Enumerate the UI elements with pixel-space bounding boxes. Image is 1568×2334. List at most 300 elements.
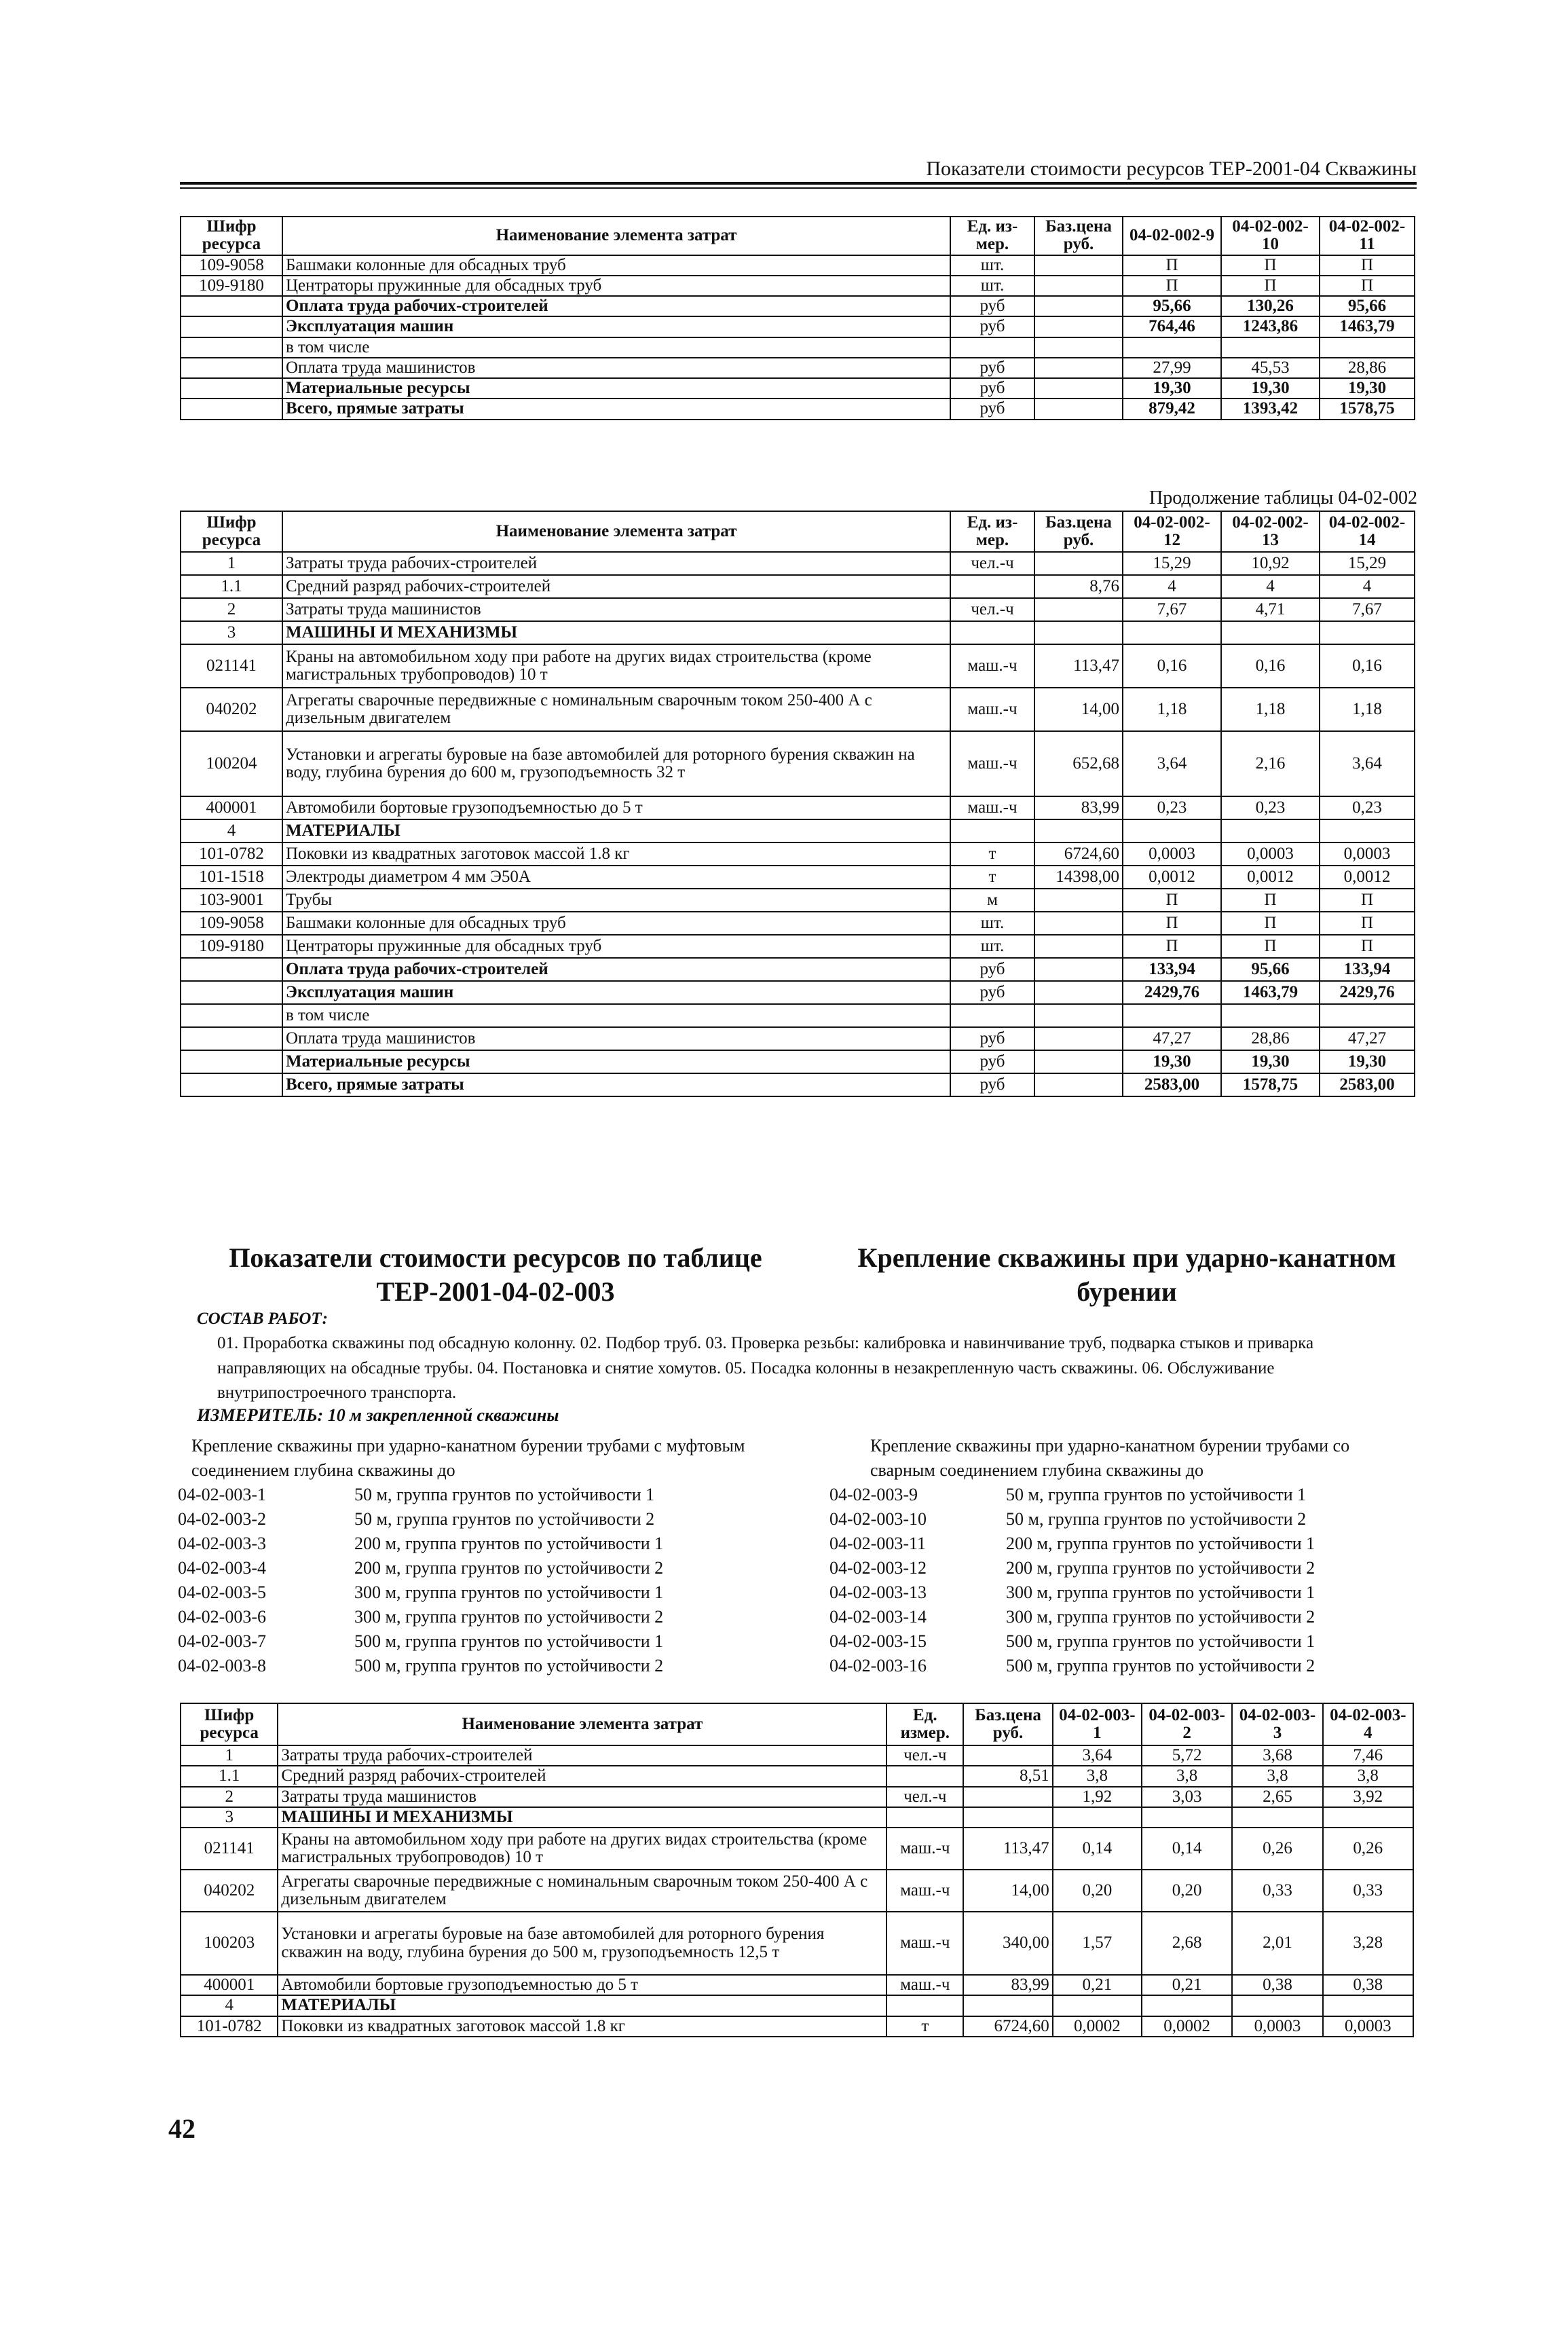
work-code: 04-02-003-11 xyxy=(829,1534,927,1553)
column-header: 04-02-002-9 xyxy=(1123,217,1221,255)
value-cell: 1,18 xyxy=(1123,688,1221,731)
value-cell: 0,0012 xyxy=(1320,866,1415,889)
value-cell xyxy=(1034,1004,1123,1027)
value-cell: 0,0003 xyxy=(1221,842,1320,866)
value-cell: маш.-ч xyxy=(950,731,1034,796)
value-cell: 1,18 xyxy=(1320,688,1415,731)
table-row xyxy=(181,1004,1415,1027)
value-cell: 1463,79 xyxy=(1221,981,1320,1004)
cost-element-cell: в том числе xyxy=(282,1004,950,1027)
work-description: 300 м, группа грунтов по устойчивости 2 xyxy=(354,1607,664,1627)
value-cell: 879,42 xyxy=(1123,399,1221,419)
resource-code-cell: 1.1 xyxy=(181,1766,278,1786)
table-row xyxy=(181,552,1415,575)
cost-element-cell: Материальные ресурсы xyxy=(282,378,950,399)
value-cell: 113,47 xyxy=(1034,644,1123,688)
value-cell: 2583,00 xyxy=(1123,1073,1221,1096)
cost-element-cell: МАШИНЫ И МЕХАНИЗМЫ xyxy=(278,1807,886,1828)
cost-element-cell: Автомобили бортовые грузоподъемностью до 5 т xyxy=(282,796,950,819)
value-cell xyxy=(963,1787,1052,1807)
value-cell: маш.-ч xyxy=(886,1912,963,1975)
column-header: 04-02-002-13 xyxy=(1221,511,1320,552)
value-cell: маш.-ч xyxy=(950,688,1034,731)
value-cell xyxy=(1034,819,1123,842)
value-cell: руб xyxy=(950,378,1034,399)
value-cell xyxy=(950,575,1034,598)
value-cell: 0,0003 xyxy=(1232,2016,1322,2037)
value-cell: 0,16 xyxy=(1221,644,1320,688)
work-description: 50 м, группа грунтов по устойчивости 2 xyxy=(354,1509,655,1529)
value-cell: 0,38 xyxy=(1323,1975,1413,1995)
value-cell: 47,27 xyxy=(1320,1027,1415,1050)
value-cell: 3,8 xyxy=(1142,1766,1232,1786)
code-list-item xyxy=(829,1556,1427,1580)
work-code: 04-02-003-4 xyxy=(178,1558,266,1578)
value-cell: 133,94 xyxy=(1320,958,1415,981)
value-cell: 2429,76 xyxy=(1320,981,1415,1004)
cost-element-cell: Затраты труда машинистов xyxy=(282,598,950,621)
value-cell: 0,0002 xyxy=(1053,2016,1142,2037)
value-cell: 1,92 xyxy=(1053,1787,1142,1807)
value-cell: 3,8 xyxy=(1323,1766,1413,1786)
value-cell xyxy=(1123,819,1221,842)
composition-text: 01. Проработка скважины под обсадную колонну. 02. Подбор труб. 03. Проверка резьбы: калибровка и навинчивание труб, подварка стыков и приварка направляющих на обсадные трубы. 04. Постановка и снятие хомутов. 05. Посадка колонны в незакрепленную часть скважины. 06. Обслуживание внутрипостроечного транспорта. xyxy=(217,1334,1314,1402)
value-cell: П xyxy=(1320,255,1415,276)
value-cell xyxy=(1320,337,1415,358)
value-cell: 652,68 xyxy=(1034,731,1123,796)
column-header: Шифр ресурса xyxy=(181,1703,278,1745)
cost-element-cell: Краны на автомобильном ходу при работе на других видах строительства (кроме магистральных трубопроводов) 10 т xyxy=(278,1828,886,1870)
value-cell xyxy=(1034,621,1123,644)
table-row xyxy=(181,1870,1413,1912)
value-cell: 8,76 xyxy=(1034,575,1123,598)
value-cell xyxy=(1053,1807,1142,1828)
cost-element-cell: Материальные ресурсы xyxy=(282,1050,950,1073)
cost-element-cell: Оплата труда машинистов xyxy=(282,358,950,378)
resource-code-cell: 1.1 xyxy=(181,575,282,598)
work-code: 04-02-003-10 xyxy=(829,1509,927,1529)
value-cell xyxy=(1053,1995,1142,2016)
code-list-item xyxy=(178,1483,775,1507)
value-cell: 0,14 xyxy=(1142,1828,1232,1870)
value-cell: 19,30 xyxy=(1123,378,1221,399)
cost-element-cell: Центраторы пружинные для обсадных труб xyxy=(282,276,950,296)
cost-element-cell: Оплата труда машинистов xyxy=(282,1027,950,1050)
value-cell xyxy=(1034,255,1123,276)
value-cell: т xyxy=(950,866,1034,889)
resource-code-cell xyxy=(181,1050,282,1073)
value-cell: 10,92 xyxy=(1221,552,1320,575)
value-cell: 14,00 xyxy=(963,1870,1052,1912)
cost-element-cell: Средний разряд рабочих-строителей xyxy=(282,575,950,598)
table-row xyxy=(181,958,1415,981)
resource-code-cell: 100203 xyxy=(181,1912,278,1975)
value-cell: 764,46 xyxy=(1123,316,1221,337)
value-cell: 3,03 xyxy=(1142,1787,1232,1807)
value-cell: т xyxy=(950,842,1034,866)
value-cell: 6724,60 xyxy=(963,2016,1052,2037)
work-code: 04-02-003-14 xyxy=(829,1607,927,1627)
value-cell xyxy=(886,1766,963,1786)
header-rule xyxy=(180,182,1417,185)
table-top-body xyxy=(181,217,1415,420)
table-row xyxy=(181,276,1415,296)
value-cell xyxy=(1034,1073,1123,1096)
table-row xyxy=(181,316,1415,337)
work-description: 200 м, группа грунтов по устойчивости 1 xyxy=(1006,1534,1315,1553)
code-list-item xyxy=(178,1629,775,1654)
cost-element-cell: Поковки из квадратных заготовок массой 1.8 кг xyxy=(278,2016,886,2037)
value-cell: 3,64 xyxy=(1053,1745,1142,1766)
value-cell: т xyxy=(886,2016,963,2037)
value-cell xyxy=(1142,1807,1232,1828)
value-cell: руб xyxy=(950,358,1034,378)
value-cell: 19,30 xyxy=(1221,378,1320,399)
value-cell: 0,0003 xyxy=(1320,842,1415,866)
value-cell: П xyxy=(1221,889,1320,912)
code-list-item xyxy=(829,1532,1427,1556)
cost-element-cell: Автомобили бортовые грузоподъемностью до 5 т xyxy=(278,1975,886,1995)
table-bottom-body xyxy=(181,1703,1413,2037)
code-list-item xyxy=(829,1580,1427,1605)
code-list-item xyxy=(829,1507,1427,1532)
value-cell xyxy=(1221,621,1320,644)
value-cell: маш.-ч xyxy=(950,644,1034,688)
value-cell xyxy=(963,1995,1052,2016)
value-cell: 0,21 xyxy=(1053,1975,1142,1995)
cost-element-cell: Затраты труда рабочих-строителей xyxy=(282,552,950,575)
resource-code-cell: 109-9180 xyxy=(181,935,282,958)
value-cell: 2,01 xyxy=(1232,1912,1322,1975)
resource-code-cell: 3 xyxy=(181,1807,278,1828)
value-cell xyxy=(1034,337,1123,358)
work-description: 200 м, группа грунтов по устойчивости 2 xyxy=(354,1558,664,1578)
column-header: 04-02-002-11 xyxy=(1320,217,1415,255)
value-cell xyxy=(1034,276,1123,296)
table-header-row xyxy=(181,511,1415,552)
value-cell: 0,16 xyxy=(1320,644,1415,688)
value-cell: 1463,79 xyxy=(1320,316,1415,337)
value-cell xyxy=(1221,337,1320,358)
value-cell: П xyxy=(1320,935,1415,958)
value-cell: 3,92 xyxy=(1323,1787,1413,1807)
value-cell: 0,20 xyxy=(1053,1870,1142,1912)
value-cell: 0,23 xyxy=(1320,796,1415,819)
value-cell xyxy=(1034,552,1123,575)
measure-unit: ИЗМЕРИТЕЛЬ: 10 м закрепленной скважины xyxy=(197,1405,559,1425)
cost-element-cell: МАТЕРИАЛЫ xyxy=(282,819,950,842)
value-cell: 14398,00 xyxy=(1034,866,1123,889)
value-cell: 7,67 xyxy=(1320,598,1415,621)
value-cell: 1578,75 xyxy=(1221,1073,1320,1096)
value-cell: П xyxy=(1320,276,1415,296)
composition-heading: СОСТАВ РАБОТ: xyxy=(197,1310,328,1328)
value-cell: 3,64 xyxy=(1123,731,1221,796)
column-header: Ед. измер. xyxy=(886,1703,963,1745)
cost-element-cell: Башмаки колонные для обсадных труб xyxy=(282,255,950,276)
table-row xyxy=(181,935,1415,958)
value-cell: П xyxy=(1221,935,1320,958)
value-cell: маш.-ч xyxy=(886,1870,963,1912)
value-cell xyxy=(1221,1004,1320,1027)
code-list-item xyxy=(829,1654,1427,1678)
value-cell xyxy=(1320,621,1415,644)
column-header: Наименование элемента затрат xyxy=(282,217,950,255)
work-description: 200 м, группа грунтов по устойчивости 1 xyxy=(354,1534,664,1553)
value-cell: 95,66 xyxy=(1123,296,1221,316)
value-cell: руб xyxy=(950,316,1034,337)
resource-code-cell: 1 xyxy=(181,1745,278,1766)
table-row xyxy=(181,1766,1413,1786)
resource-code-cell xyxy=(181,296,282,316)
table-row xyxy=(181,1073,1415,1096)
resource-code-cell: 103-9001 xyxy=(181,889,282,912)
table-row xyxy=(181,621,1415,644)
value-cell: шт. xyxy=(950,935,1034,958)
work-description: 300 м, группа грунтов по устойчивости 1 xyxy=(1006,1582,1315,1602)
work-description: 50 м, группа грунтов по устойчивости 1 xyxy=(354,1485,655,1504)
cost-element-cell: Установки и агрегаты буровые на базе автомобилей для роторного бурения скважин на воду, глубина бурения до 600 м, грузоподъемность 32 т xyxy=(282,731,950,796)
work-code: 04-02-003-12 xyxy=(829,1558,927,1578)
work-code: 04-02-003-5 xyxy=(178,1582,266,1602)
value-cell xyxy=(1034,358,1123,378)
table-row xyxy=(181,842,1415,866)
value-cell: П xyxy=(1221,912,1320,935)
value-cell: руб xyxy=(950,1073,1034,1096)
code-list-item xyxy=(178,1605,775,1629)
code-list-right xyxy=(829,1434,1427,1678)
value-cell: 15,29 xyxy=(1123,552,1221,575)
value-cell xyxy=(1034,935,1123,958)
section-title-left-line2: ТЕР-2001-04-02-003 xyxy=(376,1276,615,1307)
value-cell: руб xyxy=(950,1050,1034,1073)
value-cell xyxy=(963,1745,1052,1766)
value-cell: 0,23 xyxy=(1123,796,1221,819)
value-cell: 2,65 xyxy=(1232,1787,1322,1807)
cost-element-cell: Эксплуатация машин xyxy=(282,316,950,337)
table-row xyxy=(181,981,1415,1004)
section-title-right-line1: Крепление скважины при ударно-канатном xyxy=(857,1242,1396,1273)
value-cell xyxy=(1123,337,1221,358)
column-header: Баз.цена руб. xyxy=(1034,511,1123,552)
code-list-right-intro: Крепление скважины при ударно-канатном бурении трубами со сварным соединением глубина скважины до xyxy=(870,1436,1350,1480)
value-cell: 15,29 xyxy=(1320,552,1415,575)
value-cell: 130,26 xyxy=(1221,296,1320,316)
cost-element-cell: Оплата труда рабочих-строителей xyxy=(282,296,950,316)
resource-code-cell: 2 xyxy=(181,598,282,621)
page-number: 42 xyxy=(168,2113,195,2144)
resource-code-cell: 4 xyxy=(181,819,282,842)
value-cell: 95,66 xyxy=(1221,958,1320,981)
work-description: 300 м, группа грунтов по устойчивости 2 xyxy=(1006,1607,1315,1627)
work-code: 04-02-003-2 xyxy=(178,1509,266,1529)
table-header-row xyxy=(181,1703,1413,1745)
value-cell: 19,30 xyxy=(1320,1050,1415,1073)
value-cell xyxy=(1034,889,1123,912)
resource-code-cell xyxy=(181,981,282,1004)
table-row xyxy=(181,1745,1413,1766)
value-cell: 1,18 xyxy=(1221,688,1320,731)
value-cell: 27,99 xyxy=(1123,358,1221,378)
table-row xyxy=(181,296,1415,316)
value-cell: 0,33 xyxy=(1323,1870,1413,1912)
value-cell: 19,30 xyxy=(1221,1050,1320,1073)
value-cell xyxy=(1320,1004,1415,1027)
value-cell: 47,27 xyxy=(1123,1027,1221,1050)
value-cell: 7,46 xyxy=(1323,1745,1413,1766)
cost-element-cell: Эксплуатация машин xyxy=(282,981,950,1004)
code-list-item xyxy=(178,1556,775,1580)
value-cell: чел.-ч xyxy=(950,552,1034,575)
resource-code-cell: 400001 xyxy=(181,796,282,819)
resource-table-top xyxy=(180,216,1415,420)
value-cell: П xyxy=(1123,889,1221,912)
value-cell xyxy=(950,819,1034,842)
value-cell xyxy=(1034,958,1123,981)
value-cell: 0,0003 xyxy=(1123,842,1221,866)
table-mid-body xyxy=(181,511,1415,1096)
value-cell: П xyxy=(1123,935,1221,958)
resource-code-cell: 4 xyxy=(181,1995,278,2016)
cost-element-cell: Агрегаты сварочные передвижные с номинальным сварочным током 250-400 А с дизельным двигателем xyxy=(282,688,950,731)
value-cell xyxy=(1320,819,1415,842)
value-cell: П xyxy=(1123,912,1221,935)
table-row xyxy=(181,819,1415,842)
value-cell: 83,99 xyxy=(963,1975,1052,1995)
cost-element-cell: Установки и агрегаты буровые на базе автомобилей для роторного бурения скважин на воду, глубина бурения до 500 м, грузоподъемность 12,5 т xyxy=(278,1912,886,1975)
cost-element-cell: Всего, прямые затраты xyxy=(282,1073,950,1096)
table-row xyxy=(181,731,1415,796)
value-cell: 3,64 xyxy=(1320,731,1415,796)
work-code: 04-02-003-15 xyxy=(829,1631,927,1651)
code-list-item xyxy=(829,1629,1427,1654)
cost-element-cell: в том числе xyxy=(282,337,950,358)
cost-element-cell: Башмаки колонные для обсадных труб xyxy=(282,912,950,935)
value-cell: 3,68 xyxy=(1232,1745,1322,1766)
value-cell xyxy=(1034,399,1123,419)
table-row xyxy=(181,644,1415,688)
value-cell xyxy=(1142,1995,1232,2016)
resource-code-cell: 101-1518 xyxy=(181,866,282,889)
section-title-left-line1: Показатели стоимости ресурсов по таблице xyxy=(229,1242,762,1273)
resource-code-cell: 021141 xyxy=(181,644,282,688)
cost-element-cell: Оплата труда рабочих-строителей xyxy=(282,958,950,981)
table-row xyxy=(181,575,1415,598)
work-description: 50 м, группа грунтов по устойчивости 2 xyxy=(1006,1509,1307,1529)
column-header: Наименование элемента затрат xyxy=(278,1703,886,1745)
table-row xyxy=(181,1807,1413,1828)
work-code: 04-02-003-3 xyxy=(178,1534,266,1553)
table-row xyxy=(181,1912,1413,1975)
value-cell: 95,66 xyxy=(1320,296,1415,316)
code-list-item xyxy=(829,1483,1427,1507)
table-row xyxy=(181,1995,1413,2016)
value-cell: 2429,76 xyxy=(1123,981,1221,1004)
value-cell: П xyxy=(1221,255,1320,276)
cost-element-cell: Затраты труда рабочих-строителей xyxy=(278,1745,886,1766)
value-cell: 113,47 xyxy=(963,1828,1052,1870)
value-cell: 45,53 xyxy=(1221,358,1320,378)
work-code: 04-02-003-1 xyxy=(178,1485,266,1504)
table-row xyxy=(181,1787,1413,1807)
resource-code-cell: 040202 xyxy=(181,688,282,731)
value-cell xyxy=(1034,316,1123,337)
column-header: Ед. из-мер. xyxy=(950,511,1034,552)
code-list-item xyxy=(178,1580,775,1605)
value-cell: руб xyxy=(950,399,1034,419)
value-cell: 83,99 xyxy=(1034,796,1123,819)
value-cell: маш.-ч xyxy=(950,796,1034,819)
table-row xyxy=(181,598,1415,621)
resource-code-cell: 109-9058 xyxy=(181,255,282,276)
section-title-right-line2: бурении xyxy=(1077,1276,1177,1307)
cost-element-cell: Всего, прямые затраты xyxy=(282,399,950,419)
table-row xyxy=(181,1975,1413,1995)
work-code: 04-02-003-9 xyxy=(829,1485,918,1504)
work-code: 04-02-003-16 xyxy=(829,1656,927,1675)
value-cell xyxy=(1123,1004,1221,1027)
value-cell: 0,38 xyxy=(1232,1975,1322,1995)
resource-code-cell xyxy=(181,1027,282,1050)
value-cell: 3,8 xyxy=(1232,1766,1322,1786)
column-header: 04-02-002-12 xyxy=(1123,511,1221,552)
value-cell: 4 xyxy=(1123,575,1221,598)
value-cell: м xyxy=(950,889,1034,912)
continuation-label: Продолжение таблицы 04-02-002 xyxy=(1149,487,1417,508)
cost-element-cell: Средний разряд рабочих-строителей xyxy=(278,1766,886,1786)
value-cell: П xyxy=(1123,276,1221,296)
work-description: 50 м, группа грунтов по устойчивости 1 xyxy=(1006,1485,1307,1504)
code-list-item xyxy=(829,1605,1427,1629)
cost-element-cell: Затраты труда машинистов xyxy=(278,1787,886,1807)
value-cell: 8,51 xyxy=(963,1766,1052,1786)
value-cell: 0,14 xyxy=(1053,1828,1142,1870)
work-code: 04-02-003-8 xyxy=(178,1656,266,1675)
column-header: Шифр ресурса xyxy=(181,511,282,552)
resource-code-cell: 400001 xyxy=(181,1975,278,1995)
resource-table-bottom xyxy=(180,1703,1414,2037)
value-cell: 14,00 xyxy=(1034,688,1123,731)
code-list-right-items xyxy=(829,1483,1427,1678)
value-cell: руб xyxy=(950,296,1034,316)
value-cell: 0,0003 xyxy=(1323,2016,1413,2037)
value-cell: 7,67 xyxy=(1123,598,1221,621)
column-header: 04-02-003-3 xyxy=(1232,1703,1322,1745)
code-list-item xyxy=(178,1507,775,1532)
value-cell xyxy=(950,337,1034,358)
resource-code-cell xyxy=(181,337,282,358)
value-cell xyxy=(963,1807,1052,1828)
value-cell: руб xyxy=(950,958,1034,981)
value-cell: 1393,42 xyxy=(1221,399,1320,419)
table-row xyxy=(181,2016,1413,2037)
code-list-left-items xyxy=(178,1483,775,1678)
work-code: 04-02-003-7 xyxy=(178,1631,266,1651)
value-cell: 2,68 xyxy=(1142,1912,1232,1975)
column-header: 04-02-003-1 xyxy=(1053,1703,1142,1745)
value-cell: 1243,86 xyxy=(1221,316,1320,337)
resource-code-cell xyxy=(181,316,282,337)
resource-code-cell: 109-9058 xyxy=(181,912,282,935)
resource-code-cell: 101-0782 xyxy=(181,2016,278,2037)
resource-code-cell: 1 xyxy=(181,552,282,575)
resource-code-cell: 040202 xyxy=(181,1870,278,1912)
table-row xyxy=(181,1027,1415,1050)
cost-element-cell: Центраторы пружинные для обсадных труб xyxy=(282,935,950,958)
value-cell xyxy=(1232,1807,1322,1828)
header-rule-thin xyxy=(180,187,1417,189)
table-row xyxy=(181,866,1415,889)
